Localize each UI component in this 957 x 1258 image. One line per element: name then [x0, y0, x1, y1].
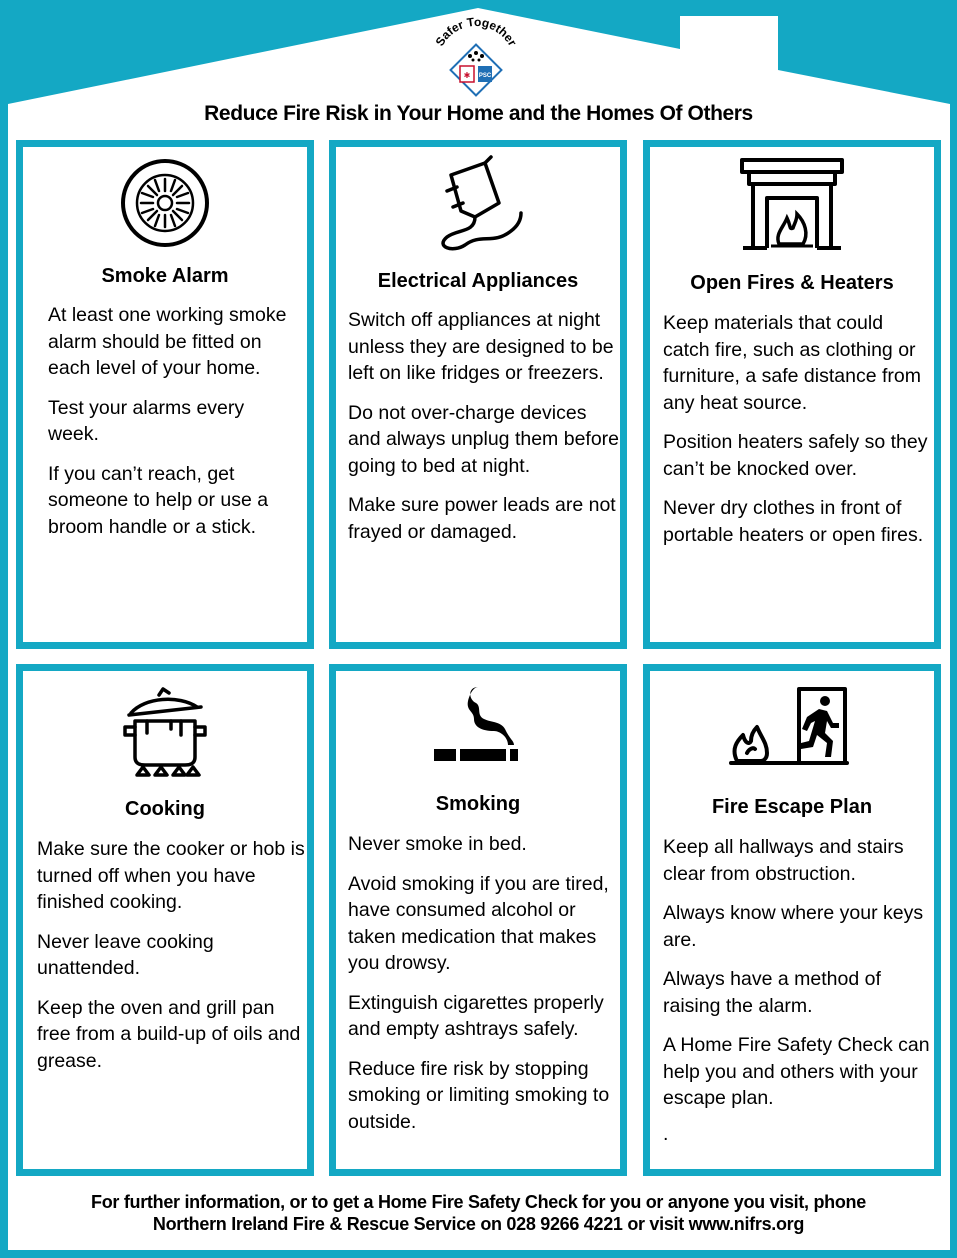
card-paragraph: Test your alarms every week.	[48, 396, 245, 445]
card-cooking	[16, 664, 314, 1176]
card-paragraph: Reduce fire risk by stopping smoking or limiting smoking to outside.	[348, 1057, 610, 1133]
card-paragraph: Keep materials that could catch fire, such as clothing or furniture, a safe distance from any heat source.	[663, 312, 921, 414]
card-paragraph: Always have a method of raising the alarm.	[663, 968, 881, 1017]
card-paragraph: Make sure the cooker or hob is turned off when you have finished cooking.	[37, 838, 305, 913]
card-title: Smoking	[435, 793, 521, 815]
card-title: Open Fires & Heaters	[690, 272, 894, 294]
card-paragraph: Always know where your keys are.	[663, 902, 924, 951]
safer-together-logo	[420, 12, 532, 102]
fireplace-icon	[650, 156, 934, 252]
card-paragraph: Do not over-charge devices and always unplug them before going to bed at night.	[348, 401, 620, 477]
card-paragraph: Position heaters safely so they can’t be knocked over.	[663, 431, 928, 480]
cigarette-icon	[336, 681, 620, 767]
card-smoking	[329, 664, 627, 1176]
card-electrical-appliances	[329, 140, 627, 649]
card-paragraph: Make sure power leads are not frayed or damaged.	[348, 494, 616, 543]
card-paragraph: Keep the oven and grill pan free from a build-up of oils and grease.	[37, 996, 301, 1072]
card-body	[663, 834, 935, 1160]
card-body	[48, 302, 298, 553]
svg-text:Safer Together: Safer Together	[432, 14, 520, 49]
card-body	[348, 307, 620, 558]
footer-line-1: For further information, or to get a Home Fire Safety Check for you or anyone you visit, phone	[91, 1192, 866, 1212]
card-title: Cooking	[125, 798, 205, 820]
card-fire-escape-plan	[643, 664, 941, 1176]
card-body	[37, 836, 307, 1087]
card-body	[348, 831, 620, 1148]
card-body	[663, 310, 933, 561]
card-paragraph: If you can’t reach, get someone to help or use a broom handle or a stick.	[48, 462, 269, 538]
card-smoke-alarm	[16, 140, 314, 649]
card-paragraph: At least one working smoke alarm should be fitted on each level of your home.	[48, 304, 287, 379]
card-paragraph: Never smoke in bed.	[348, 833, 527, 855]
page-title: Reduce Fire Risk in Your Home and the Homes Of Others	[204, 102, 753, 125]
fire-exit-icon	[650, 683, 934, 769]
card-title: Electrical Appliances	[377, 270, 579, 292]
svg-text:PSC: PSC	[478, 73, 492, 79]
card-open-fires-heaters	[643, 140, 941, 649]
cooking-pot-icon	[23, 683, 307, 779]
footer-line-2: Northern Ireland Fire & Rescue Service on 028 9266 4221 or visit www.nifrs.org	[152, 1214, 805, 1234]
svg-text:✱: ✱	[463, 71, 471, 80]
card-paragraph: Avoid smoking if you are tired, have consumed alcohol or taken medication that makes you drowsy.	[348, 872, 609, 974]
card-paragraph: Never dry clothes in front of portable heaters or open fires.	[663, 497, 924, 546]
plug-icon	[336, 153, 620, 257]
card-paragraph: Switch off appliances at night unless they are designed to be left on like fridges or freezers.	[348, 309, 614, 384]
smoke-alarm-icon	[23, 155, 307, 251]
card-paragraph: A Home Fire Safety Check can help you and others with your escape plan.	[663, 1034, 930, 1109]
card-paragraph: Extinguish cigarettes properly and empty ashtrays safely.	[348, 991, 604, 1040]
card-title: Fire Escape Plan	[711, 796, 873, 818]
card-title: Smoke Alarm	[101, 265, 229, 287]
card-paragraph: Keep all hallways and stairs clear from obstruction.	[663, 836, 904, 885]
card-paragraph: .	[663, 1122, 669, 1145]
card-paragraph: Never leave cooking unattended.	[37, 930, 214, 979]
